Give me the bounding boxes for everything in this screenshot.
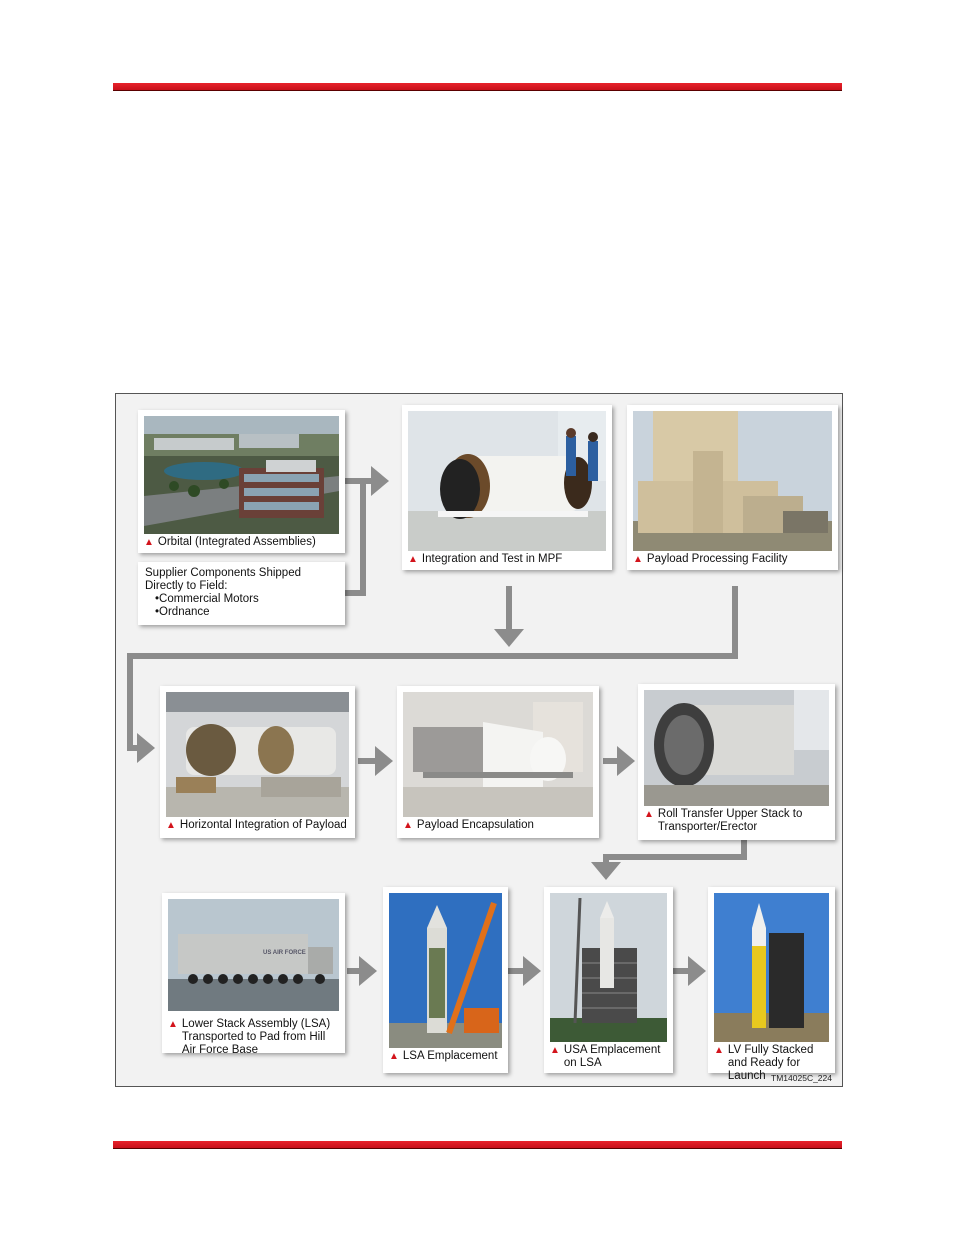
supplier-components-note — [138, 562, 345, 625]
usa-emplacement-caption: ▲ USA Emplacement on LSA — [550, 1044, 661, 1069]
lsa-transport-caption: ▲ Lower Stack Assembly (LSA) Transported to Pad from Hill Air Force Base — [168, 1018, 331, 1056]
marker-triangle-icon: ▲ — [389, 1051, 399, 1062]
horizontal-integration-caption: ▲ Horizontal Integration of Payload — [166, 819, 347, 831]
payload-facility-caption: ▲ Payload Processing Facility — [633, 553, 788, 565]
figure-id: TM14025C_224 — [771, 1073, 832, 1083]
usa-emplacement-photo — [550, 893, 667, 1042]
step-card-roll-transfer — [638, 684, 835, 840]
payload-encapsulation-caption: ▲ Payload Encapsulation — [403, 819, 534, 831]
supplier-note-item: • Ordnance — [155, 606, 338, 619]
integration-test-photo — [408, 411, 606, 551]
lsa-emplacement-caption: ▲ LSA Emplacement — [389, 1050, 498, 1062]
marker-triangle-icon: ▲ — [408, 554, 418, 565]
marker-triangle-icon: ▲ — [168, 1019, 178, 1030]
top-rule — [113, 83, 842, 91]
supplier-note-item: • Commercial Motors — [155, 593, 338, 606]
integration-test-caption: ▲ Integration and Test in MPF — [408, 553, 563, 565]
arrow-roll-down — [606, 840, 744, 871]
step-card-orbital — [138, 410, 345, 553]
marker-triangle-icon: ▲ — [403, 820, 413, 831]
trailer-text: US AIR FORCE — [263, 950, 306, 956]
roll-transfer-caption: ▲ Roll Transfer Upper Stack to Transporter/Erector — [644, 808, 803, 833]
roll-transfer-photo — [644, 690, 829, 806]
step-card-integration-test — [402, 405, 612, 570]
marker-triangle-icon: ▲ — [644, 809, 654, 820]
lv-stacked-photo — [714, 893, 829, 1042]
orbital-caption: ▲ Orbital (Integrated Assemblies) — [144, 536, 316, 548]
marker-triangle-icon: ▲ — [166, 820, 176, 831]
payload-encapsulation-photo — [403, 692, 593, 817]
marker-triangle-icon: ▲ — [633, 554, 643, 565]
horizontal-integration-photo — [166, 692, 349, 817]
lv-stacked-caption: ▲ LV Fully Stacked and Ready for Launch — [714, 1044, 814, 1082]
step-card-payload-facility — [627, 405, 838, 570]
bottom-rule — [113, 1141, 842, 1149]
flow-diagram-frame — [115, 393, 843, 1087]
step-card-lsa-transport — [162, 893, 345, 1056]
supplier-note-heading: Supplier Components Shipped Directly to Field: — [145, 567, 301, 592]
payload-facility-photo — [633, 411, 832, 551]
lsa-emplacement-photo — [389, 893, 502, 1048]
orbital-campus-photo — [144, 416, 339, 534]
step-card-usa-emplacement — [544, 887, 673, 1073]
arrow-orbital-to-mpf — [345, 481, 380, 593]
step-card-lsa-emplacement — [383, 887, 508, 1073]
step-card-payload-encapsulation — [397, 686, 599, 838]
marker-triangle-icon: ▲ — [550, 1045, 560, 1056]
marker-triangle-icon: ▲ — [714, 1045, 724, 1056]
marker-triangle-icon: ▲ — [144, 537, 154, 548]
lsa-transport-photo — [168, 899, 339, 1011]
step-card-horizontal-integration — [160, 686, 355, 838]
supplier-note-list — [145, 593, 338, 619]
